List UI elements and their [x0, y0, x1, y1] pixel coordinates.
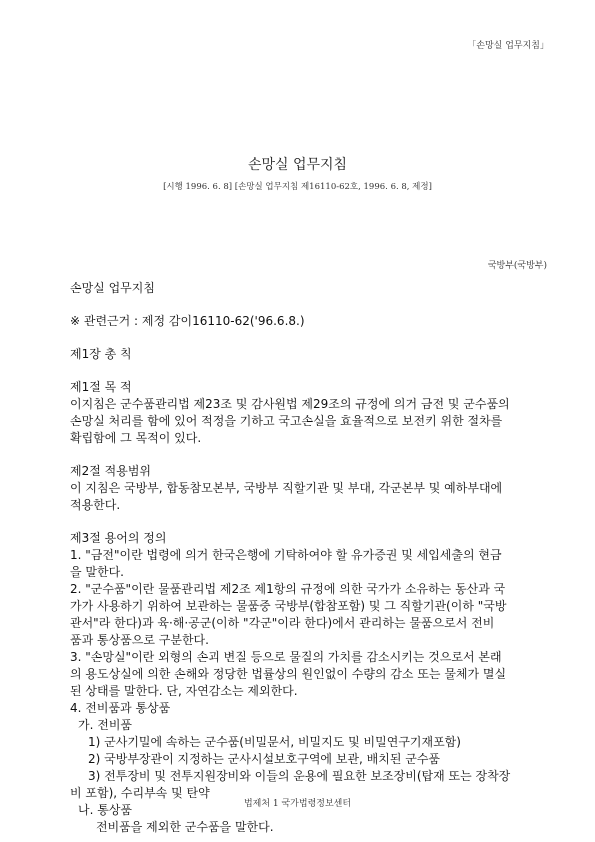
list-item: 1) 군사기밀에 속하는 군수품(비밀문서, 비밀지도 및 비밀연구기재포함): [88, 735, 461, 749]
definition-line: 2. "군수품"이란 물품관리법 제2조 제1항의 규정에 의한 국가가 소유하는 동산과 국: [70, 582, 506, 596]
chapter-heading: 제1장 총 칙: [70, 347, 132, 361]
definition-line: 품과 통상품으로 구분한다.: [70, 633, 209, 647]
list-item: 2) 국방부장관이 지정하는 군사시설보호구역에 보관, 배치된 군수품: [88, 752, 441, 766]
list-item: 비 포함), 수리부속 및 탄약: [70, 786, 210, 800]
document-body: [70, 280, 540, 836]
definition-line: 가가 사용하기 위하여 보관하는 물품중 국방부(합참포함) 및 그 직할기관(이하 "국방: [70, 599, 507, 613]
related-basis: ※ 관련근거 : 제정 감이16110-62('96.6.8.): [70, 314, 305, 328]
doc-name: 손망실 업무지침: [70, 281, 155, 295]
paragraph-line: 확립함에 그 목적이 있다.: [70, 431, 202, 445]
paragraph-line: 적용한다.: [70, 498, 121, 512]
document-title: 손망실 업무지침: [247, 157, 348, 173]
running-header: 「손망실 업무지침」: [467, 41, 549, 51]
subsection-heading: 나. 통상품: [78, 803, 132, 817]
document-subtitle: [시행 1996. 6. 8] [손망실 업무지침 제16110-62호, 1996. 6. 8, 제정]: [163, 182, 432, 192]
definition-heading: 4. 전비품과 통상품: [70, 701, 171, 715]
section-heading: 제2절 적용범위: [70, 464, 152, 478]
list-item: 3) 전투장비 및 전투지원장비와 이들의 운용에 필요한 보조장비(탑재 또는 장착장: [88, 769, 511, 783]
definition-line: 관서"라 한다)과 육·해·공군(이하 "각군"이라 한다)에서 관리하는 물품으로서 전비: [70, 616, 495, 630]
definition-line: 을 말한다.: [70, 565, 124, 579]
paragraph-line: 손망실 처리를 함에 있어 적정을 기하고 국고손실을 효율적으로 보전키 위한 절차를: [70, 414, 503, 428]
definition-line: 1. "금전"이란 법령에 의거 한국은행에 기탁하여야 할 유가증권 및 세입세출의 현금: [70, 548, 502, 562]
page-footer: 법제처 1 국가법령정보센터: [243, 799, 352, 809]
section-heading: 제3절 용어의 정의: [70, 531, 167, 545]
issuing-ministry: 국방부(국방부): [487, 261, 547, 271]
paragraph-line: 이지침은 군수품관리법 제23조 및 감사원법 제29조의 규정에 의거 금전 및 군수품의: [70, 397, 510, 411]
section-heading: 제1절 목 적: [70, 380, 132, 394]
definition-line: 3. "손망실"이란 외형의 손괴 변질 등으로 물질의 가치를 감소시키는 것으로서 본래: [70, 650, 502, 664]
definition-line: 된 상태를 말한다. 단, 자연감소는 제외한다.: [70, 684, 298, 698]
paragraph-line: 이 지침은 국방부, 합동참모본부, 국방부 직할기관 및 부대, 각군본부 및 예하부대에: [70, 481, 503, 495]
subsection-heading: 가. 전비품: [78, 718, 132, 732]
list-item: 전비품을 제외한 군수품을 말한다.: [96, 820, 274, 834]
definition-line: 의 용도상실에 의한 손해와 정당한 법률상의 원인없이 수량의 감소 또는 물체가 멸실: [70, 667, 507, 681]
